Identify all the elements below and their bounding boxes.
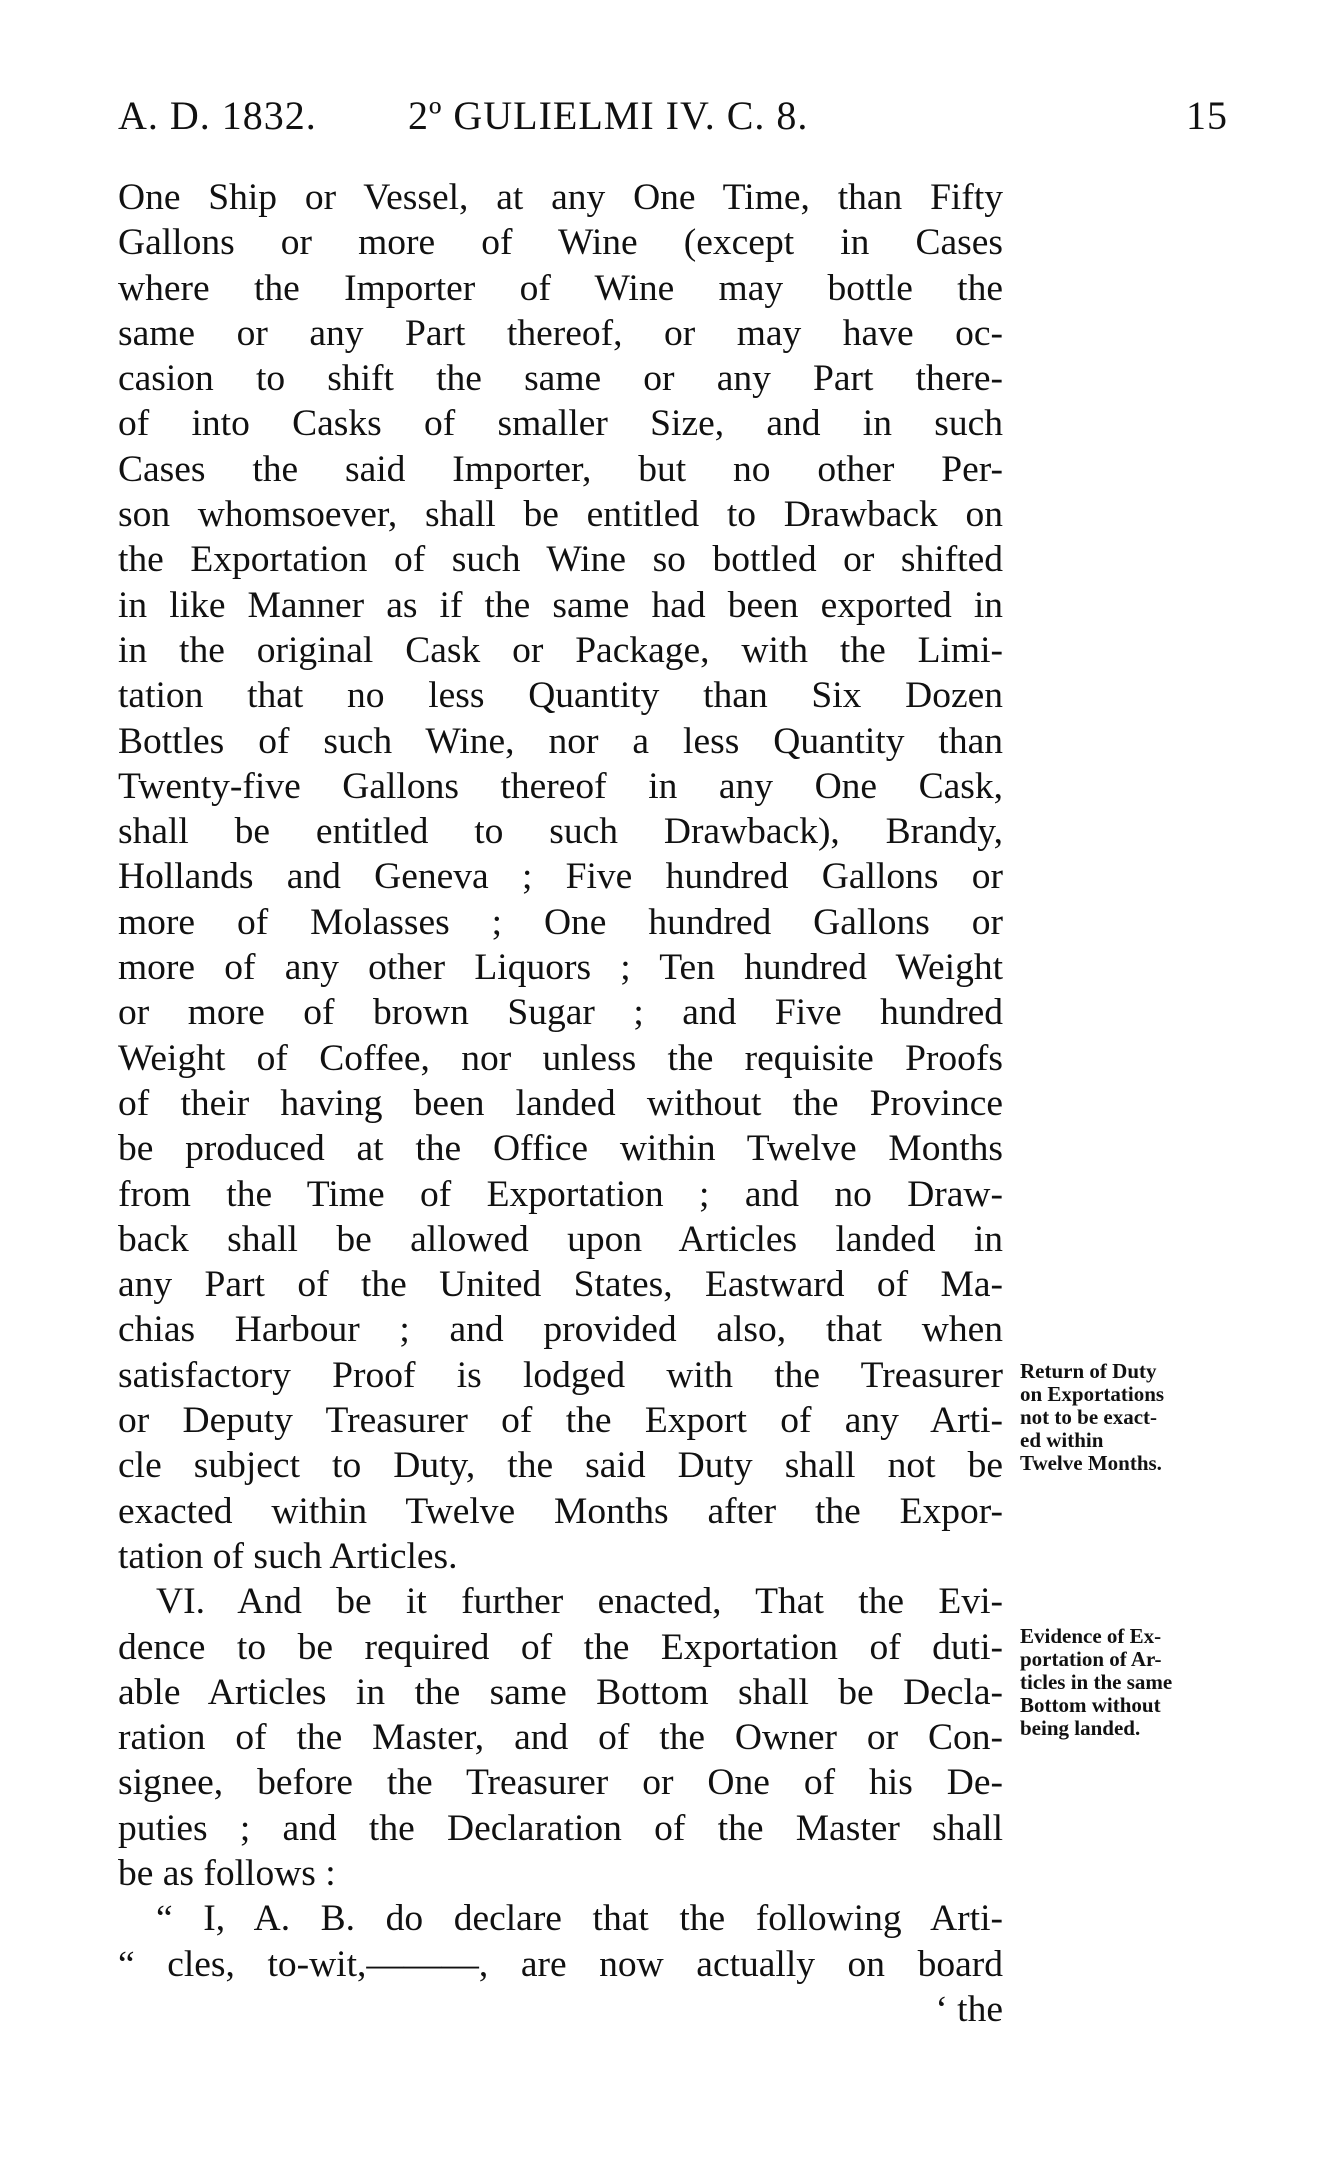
- text-line: Bottles of such Wine, nor a less Quantity than: [118, 720, 1003, 762]
- header-year: A. D. 1832.: [118, 93, 317, 138]
- margin-note-return-of-duty: [1020, 1360, 1240, 1475]
- text-line: back shall be allowed upon Articles landed in: [118, 1218, 1003, 1260]
- text-line: son whomsoever, shall be entitled to Drawback on: [118, 494, 1003, 536]
- header-statute-citation: 2º GULIELMI IV. C. 8.: [408, 93, 809, 138]
- margin-note-line: Twelve Months.: [1020, 1451, 1162, 1475]
- text-line: or more of brown Sugar ; and Five hundred: [118, 992, 1003, 1034]
- margin-note-line: ed within: [1020, 1428, 1104, 1452]
- section-heading-line: VI. And be it further enacted, That the Evi-: [156, 1581, 1003, 1623]
- text-line: exacted within Twelve Months after the Expor-: [118, 1490, 1003, 1532]
- text-line: One Ship or Vessel, at any One Time, than Fifty: [118, 177, 1003, 218]
- margin-note-line: Bottom without: [1020, 1693, 1161, 1717]
- text-line: or Deputy Treasurer of the Export of any Arti-: [118, 1400, 1003, 1442]
- text-line: ration of the Master, and of the Owner or Con-: [118, 1717, 1003, 1759]
- text-line: casion to shift the same or any Part there-: [118, 358, 1003, 400]
- text-line: shall be entitled to such Drawback), Brandy,: [118, 811, 1003, 853]
- text-line: able Articles in the same Bottom shall be Decla-: [118, 1671, 1003, 1713]
- margin-note-line: portation of Ar-: [1020, 1647, 1162, 1671]
- text-line: satisfactory Proof is lodged with the Treasurer: [118, 1354, 1003, 1396]
- catchword: ‘ the: [935, 1988, 1003, 2030]
- margin-note-line: on Exportations: [1020, 1382, 1165, 1406]
- text-line: Weight of Coffee, nor unless the requisite Proofs: [118, 1037, 1003, 1079]
- margin-note-line: not to be exact-: [1020, 1405, 1158, 1429]
- text-line: in the original Cask or Package, with the Limi-: [118, 629, 1003, 671]
- text-line: tation that no less Quantity than Six Dozen: [118, 675, 1003, 717]
- margin-note-line: Return of Duty: [1020, 1359, 1157, 1383]
- margin-note-line: Evidence of Ex-: [1020, 1624, 1162, 1648]
- text-line: more of Molasses ; One hundred Gallons or: [118, 901, 1003, 943]
- text-line: Twenty-five Gallons thereof in any One Cask,: [118, 765, 1003, 807]
- text-line: chias Harbour ; and provided also, that when: [118, 1309, 1003, 1351]
- text-line: in like Manner as if the same had been exported in: [118, 584, 1003, 626]
- text-line: of their having been landed without the Province: [118, 1082, 1003, 1124]
- text-line: where the Importer of Wine may bottle the: [118, 267, 1003, 309]
- text-line: from the Time of Exportation ; and no Draw-: [118, 1173, 1003, 1215]
- text-line: Hollands and Geneva ; Five hundred Gallons or: [118, 856, 1003, 898]
- text-line: of into Casks of smaller Size, and in such: [118, 403, 1003, 445]
- text-line: puties ; and the Declaration of the Master shall: [118, 1807, 1003, 1849]
- text-line: the Exportation of such Wine so bottled or shifted: [118, 539, 1003, 581]
- text-line: same or any Part thereof, or may have oc-: [118, 312, 1003, 354]
- text-line: be as follows :: [118, 1852, 336, 1894]
- text-line: be produced at the Office within Twelve Months: [118, 1128, 1003, 1170]
- margin-note-line: ticles in the same: [1020, 1670, 1173, 1694]
- margin-note-evidence-of-exportation: [1020, 1625, 1240, 1740]
- margin-note-line: being landed.: [1020, 1716, 1141, 1740]
- text-line: Gallons or more of Wine (except in Cases: [118, 222, 1003, 264]
- text-line: Cases the said Importer, but no other Per-: [118, 448, 1003, 490]
- body-text: [118, 175, 1003, 2032]
- quote-line: “ I, A. B. do declare that the following Arti-: [156, 1898, 1003, 1940]
- quote-line: “ cles, to-wit,———, are now actually on board: [118, 1943, 1003, 1985]
- page-number: 15: [1186, 93, 1228, 138]
- running-header: [118, 92, 1228, 152]
- text-line: more of any other Liquors ; Ten hundred Weight: [118, 947, 1003, 989]
- text-line: tation of such Articles.: [118, 1535, 458, 1577]
- text-line: dence to be required of the Exportation of duti-: [118, 1626, 1003, 1668]
- text-line: signee, before the Treasurer or One of his De-: [118, 1762, 1003, 1804]
- text-line: cle subject to Duty, the said Duty shall not be: [118, 1445, 1003, 1487]
- text-line: any Part of the United States, Eastward of Ma-: [118, 1264, 1003, 1306]
